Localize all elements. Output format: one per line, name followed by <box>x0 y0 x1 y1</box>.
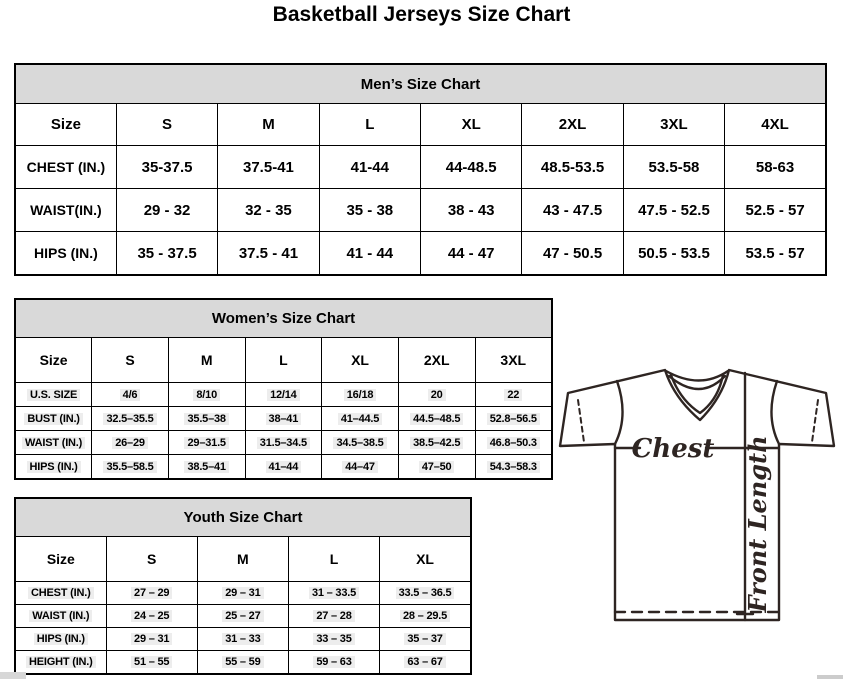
size-cell: 63 – 67 <box>380 651 471 675</box>
size-cell: 59 – 63 <box>288 651 379 675</box>
table-title: Men’s Size Chart <box>15 64 826 104</box>
size-cell: 34.5–38.5 <box>322 431 399 455</box>
size-cell: 44 - 47 <box>421 232 522 276</box>
size-cell: 27 – 28 <box>288 605 379 628</box>
column-header: M <box>168 338 245 383</box>
jersey-measurement-diagram <box>556 356 840 628</box>
size-cell: 46.8–50.3 <box>475 431 552 455</box>
size-cell: 8/10 <box>168 383 245 407</box>
size-cell: 53.5 - 57 <box>725 232 826 276</box>
size-cell: 26–29 <box>92 431 169 455</box>
size-cell: 53.5-58 <box>623 146 724 189</box>
size-cell: 29–31.5 <box>168 431 245 455</box>
size-cell: 35.5–38 <box>168 407 245 431</box>
table-title-row <box>15 64 826 104</box>
table-row <box>15 582 471 605</box>
size-cell: 38.5–42.5 <box>398 431 475 455</box>
table-row <box>15 407 552 431</box>
left-cuff-dash <box>578 400 584 442</box>
size-cell: 41-44 <box>319 146 420 189</box>
column-header: 2XL <box>522 104 623 146</box>
column-header: Size <box>15 338 92 383</box>
size-cell: 58-63 <box>725 146 826 189</box>
column-header: S <box>92 338 169 383</box>
size-cell: 38 - 43 <box>421 189 522 232</box>
row-label: HEIGHT (IN.) <box>15 651 106 675</box>
size-cell: 55 – 59 <box>197 651 288 675</box>
size-cell: 33 – 35 <box>288 628 379 651</box>
youth-size-chart-table <box>14 497 472 675</box>
size-cell: 22 <box>475 383 552 407</box>
column-header: M <box>197 537 288 582</box>
size-cell: 44-48.5 <box>421 146 522 189</box>
size-cell: 35-37.5 <box>116 146 217 189</box>
size-cell: 28 – 29.5 <box>380 605 471 628</box>
size-cell: 41–44.5 <box>322 407 399 431</box>
size-cell: 32.5–35.5 <box>92 407 169 431</box>
size-cell: 51 – 55 <box>106 651 197 675</box>
row-label: WAIST (IN.) <box>15 605 106 628</box>
table-row <box>15 651 471 675</box>
mens-size-chart-table <box>14 63 827 276</box>
table-row <box>15 146 826 189</box>
size-cell: 29 – 31 <box>197 582 288 605</box>
row-label: HIPS (IN.) <box>15 628 106 651</box>
table-row <box>15 232 826 276</box>
row-label: CHEST (IN.) <box>15 146 116 189</box>
size-cell: 48.5-53.5 <box>522 146 623 189</box>
size-cell: 4/6 <box>92 383 169 407</box>
size-cell: 47.5 - 52.5 <box>623 189 724 232</box>
column-header: 3XL <box>475 338 552 383</box>
size-cell: 20 <box>398 383 475 407</box>
size-cell: 31.5–34.5 <box>245 431 322 455</box>
table-title-row <box>15 498 471 537</box>
column-header: S <box>106 537 197 582</box>
size-cell: 47 - 50.5 <box>522 232 623 276</box>
column-header: 4XL <box>725 104 826 146</box>
column-header: L <box>319 104 420 146</box>
size-cell: 24 – 25 <box>106 605 197 628</box>
size-cell: 29 - 32 <box>116 189 217 232</box>
size-cell: 44.5–48.5 <box>398 407 475 431</box>
scrollbar-fragment-right[interactable] <box>817 675 843 679</box>
size-cell: 54.3–58.3 <box>475 455 552 480</box>
column-header: 2XL <box>398 338 475 383</box>
table-row <box>15 383 552 407</box>
column-header: Size <box>15 537 106 582</box>
size-cell: 35 - 37.5 <box>116 232 217 276</box>
jersey-outline <box>560 370 834 620</box>
table-title-row <box>15 299 552 338</box>
size-cell: 37.5-41 <box>218 146 319 189</box>
column-header: XL <box>322 338 399 383</box>
size-cell: 37.5 - 41 <box>218 232 319 276</box>
size-cell: 33.5 – 36.5 <box>380 582 471 605</box>
column-header: XL <box>380 537 471 582</box>
size-cell: 29 – 31 <box>106 628 197 651</box>
row-label: WAIST (IN.) <box>15 431 92 455</box>
column-header: L <box>245 338 322 383</box>
row-label: CHEST (IN.) <box>15 582 106 605</box>
size-cell: 38.5–41 <box>168 455 245 480</box>
row-label: HIPS (IN.) <box>15 455 92 480</box>
size-cell: 41–44 <box>245 455 322 480</box>
size-cell: 44–47 <box>322 455 399 480</box>
row-label: WAIST(IN.) <box>15 189 116 232</box>
chest-label: Chest <box>631 434 715 464</box>
size-cell: 52.5 - 57 <box>725 189 826 232</box>
table-row <box>15 189 826 232</box>
size-cell: 47–50 <box>398 455 475 480</box>
table-row <box>15 628 471 651</box>
size-cell: 31 – 33 <box>197 628 288 651</box>
column-header-row <box>15 338 552 383</box>
size-cell: 35.5–58.5 <box>92 455 169 480</box>
scrollbar-fragment-left[interactable] <box>0 672 26 679</box>
size-cell: 41 - 44 <box>319 232 420 276</box>
collar-back-arc-1 <box>666 371 728 381</box>
size-cell: 12/14 <box>245 383 322 407</box>
front-length-label: Front Length <box>743 435 772 613</box>
column-header: L <box>288 537 379 582</box>
size-cell: 35 – 37 <box>380 628 471 651</box>
left-armhole-seam <box>615 381 623 444</box>
size-cell: 25 – 27 <box>197 605 288 628</box>
column-header-row <box>15 104 826 146</box>
right-cuff-dash <box>812 400 818 442</box>
table-row <box>15 455 552 480</box>
column-header-row <box>15 537 471 582</box>
size-cell: 32 - 35 <box>218 189 319 232</box>
table-title: Youth Size Chart <box>15 498 471 537</box>
column-header: 3XL <box>623 104 724 146</box>
row-label: U.S. SIZE <box>15 383 92 407</box>
column-header: M <box>218 104 319 146</box>
table-row <box>15 431 552 455</box>
row-label: BUST (IN.) <box>15 407 92 431</box>
womens-size-chart-table <box>14 298 553 480</box>
column-header: S <box>116 104 217 146</box>
size-cell: 50.5 - 53.5 <box>623 232 724 276</box>
size-cell: 27 – 29 <box>106 582 197 605</box>
size-cell: 31 – 33.5 <box>288 582 379 605</box>
column-header: Size <box>15 104 116 146</box>
size-cell: 52.8–56.5 <box>475 407 552 431</box>
size-cell: 16/18 <box>322 383 399 407</box>
row-label: HIPS (IN.) <box>15 232 116 276</box>
table-row <box>15 605 471 628</box>
size-cell: 35 - 38 <box>319 189 420 232</box>
size-cell: 38–41 <box>245 407 322 431</box>
page-title: Basketball Jerseys Size Chart <box>272 3 571 26</box>
column-header: XL <box>421 104 522 146</box>
size-cell: 43 - 47.5 <box>522 189 623 232</box>
table-title: Women’s Size Chart <box>15 299 552 338</box>
right-armhole-seam <box>771 381 779 444</box>
